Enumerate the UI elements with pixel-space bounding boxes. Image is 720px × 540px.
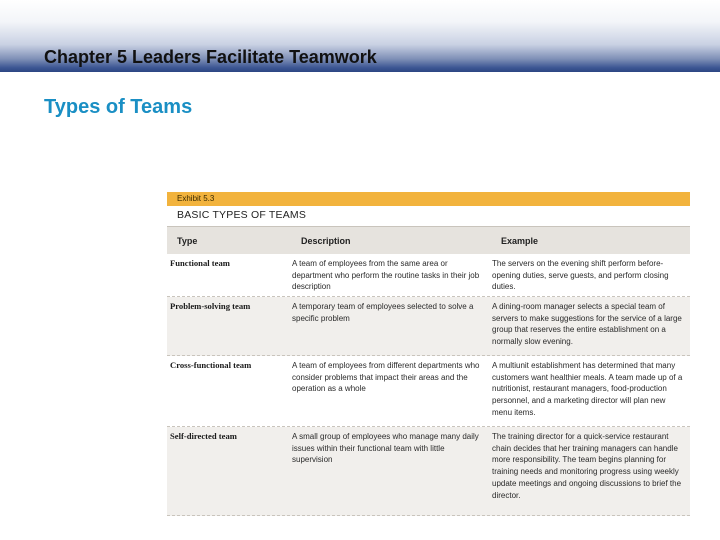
row-description: A small group of employees who manage many daily issues within their functional team with little supervision: [292, 432, 479, 465]
exhibit-label-bar: [167, 192, 690, 206]
chapter-title: Chapter 5 Leaders Facilitate Teamwork: [44, 47, 377, 67]
table-row: [167, 356, 690, 427]
table-row: [167, 427, 690, 516]
column-header-type: Type: [177, 236, 198, 246]
row-type: Cross-functional team: [170, 360, 252, 370]
exhibit-label: Exhibit 5.3: [177, 194, 215, 203]
row-example: The servers on the evening shift perform before-opening duties, serve guests, and perform closing duties.: [492, 259, 669, 292]
row-description: A temporary team of employees selected to solve a specific problem: [292, 302, 474, 323]
row-example: A dining-room manager selects a special team of servers to make suggestions for the service of a large group that reserves the entire establishment on a normally slow evening.: [492, 302, 682, 347]
row-type: Functional team: [170, 258, 230, 268]
table-row: [167, 254, 690, 297]
exhibit-heading: BASIC TYPES OF TEAMS: [177, 209, 307, 221]
row-example: The training director for a quick-service restaurant chain decides that her training managers can handle more responsibility. The team begins planning for training needs and monitoring progress using weekly update meetings and ongoing discussions to brief the director.: [492, 432, 682, 500]
row-type: Self-directed team: [170, 431, 237, 441]
column-header-description: Description: [301, 236, 351, 246]
table-row: [167, 297, 690, 356]
row-description: A team of employees from different departments who consider problems that impact their areas and the operation as a whole: [292, 361, 480, 394]
column-header-example: Example: [501, 236, 539, 246]
row-example: A multiunit establishment has determined that many customers want healthier meals. A team made up of a nutritionist, restaurant managers, food-production personnel, and a marketing director will plan new menu items.: [492, 361, 683, 417]
table-header-row: [167, 226, 690, 254]
row-description: A team of employees from the same area or department who perform the routine tasks in their job description: [292, 259, 480, 292]
slide-title: Types of Teams: [44, 96, 193, 118]
exhibit-table: [167, 192, 690, 516]
row-type: Problem-solving team: [170, 301, 251, 311]
